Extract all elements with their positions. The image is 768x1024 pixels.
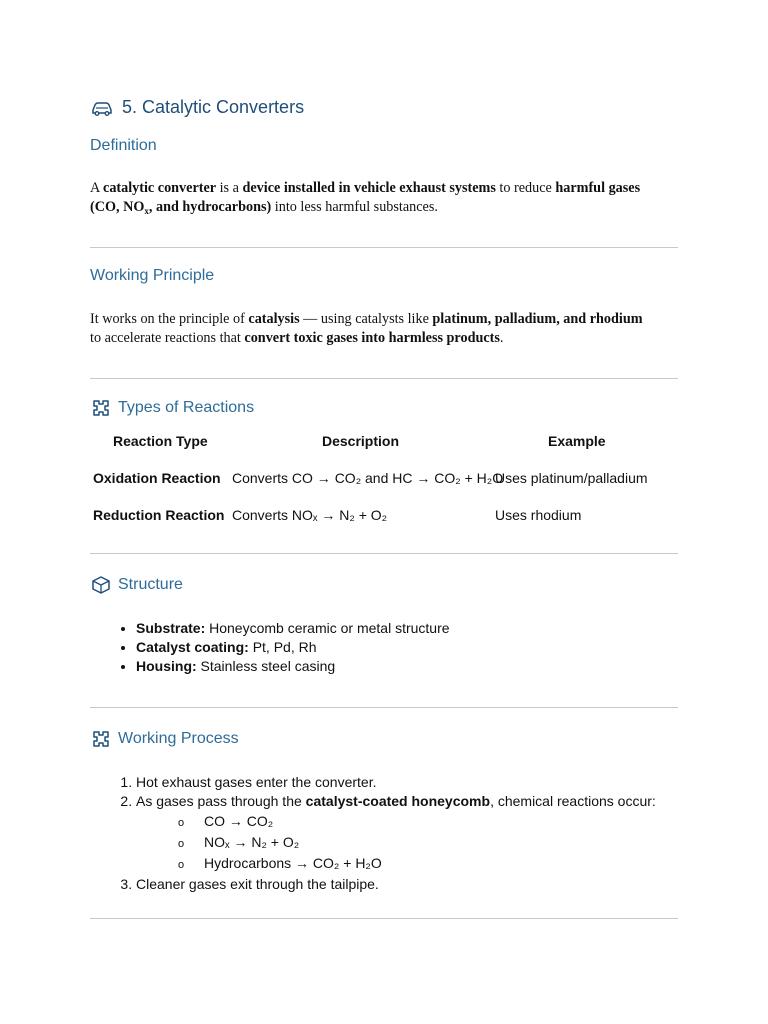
list-item: 3. Cleaner gases exit through the tailpipe. <box>136 875 696 894</box>
table-header: Example <box>548 433 606 449</box>
page-title <box>90 97 304 118</box>
table-cell: Converts CO → CO₂ and HC → CO₂ + H₂O <box>232 470 504 486</box>
list-item: • Housing: Stainless steel casing <box>136 657 450 676</box>
divider <box>90 707 678 708</box>
table-cell: Uses rhodium <box>495 507 582 523</box>
structure-heading: Structure <box>90 575 183 595</box>
table-cell: Reduction Reaction <box>93 507 225 523</box>
sub-list-item: o NOₓ → N₂ + O₂ <box>178 833 696 854</box>
car-icon <box>90 98 114 118</box>
table-header: Description <box>322 433 400 449</box>
process-list <box>94 773 696 895</box>
divider <box>90 553 678 554</box>
process-heading: Working Process <box>90 729 239 749</box>
gear-puzzle-icon <box>90 398 112 418</box>
definition-paragraph: A catalytic converter is a device installed in vehicle exhaust systems to reduce harmful gases (CO, $NO_x$, and hydrocarbons) into less harmful substances. <box>90 180 641 216</box>
table-cell: Converts NOₓ → N₂ + O₂ <box>232 507 388 523</box>
sub-list-item: o CO → CO₂ <box>178 812 696 833</box>
reactions-heading: Types of Reactions <box>90 398 254 418</box>
divider <box>90 247 678 248</box>
list-item: 1. Hot exhaust gases enter the converter. <box>136 773 696 792</box>
box-icon <box>90 575 112 595</box>
table-cell: Uses platinum/palladium <box>495 470 648 486</box>
list-item: • Catalyst coating: Pt, Pd, Rh <box>136 638 450 657</box>
divider <box>90 918 678 919</box>
table-cell: Oxidation Reaction <box>93 470 221 486</box>
working-principle-heading: Working Principle <box>90 267 215 284</box>
gear-puzzle-icon <box>90 729 112 749</box>
working-principle-paragraph: It works on the principle of catalysis — using catalysts like platinum, palladium, and rhodium to accelerate reactions that convert toxic gases into harmless products. <box>90 311 643 346</box>
reactions-table <box>90 433 678 533</box>
divider <box>90 378 678 379</box>
sub-list <box>136 812 696 876</box>
structure-list <box>112 619 450 676</box>
list-item: 2. As gases pass through the catalyst-coated honeycomb, chemical reactions occur: o CO → CO₂ o NOₓ → N₂ + O₂ o Hydrocarbons → CO₂ + H₂O <box>136 792 696 875</box>
definition-heading: Definition <box>90 137 157 154</box>
list-item: • Substrate: Honeycomb ceramic or metal structure <box>136 619 450 638</box>
sub-list-item: o Hydrocarbons → CO₂ + H₂O <box>178 854 696 875</box>
page-title-text: 5. Catalytic Converters <box>122 97 305 117</box>
table-header: Reaction Type <box>113 433 208 449</box>
